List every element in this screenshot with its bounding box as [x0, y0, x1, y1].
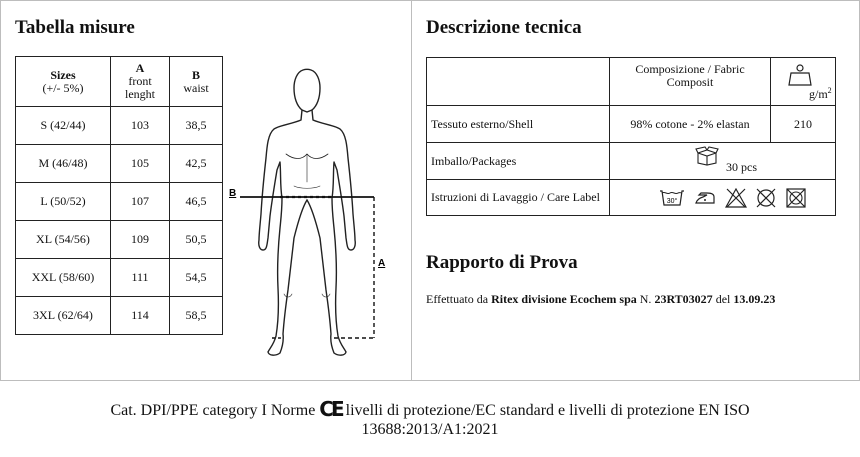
label-b: B — [229, 188, 237, 199]
waist-cell: 50,5 — [170, 221, 223, 259]
tech-header-empty — [427, 58, 610, 106]
size-cell: 3XL (62/64) — [16, 297, 111, 335]
front-length-cell: 114 — [111, 297, 170, 335]
front-length-cell: 103 — [111, 107, 170, 145]
column-divider — [411, 0, 412, 380]
front-length-cell: 107 — [111, 183, 170, 221]
shell-label: Tessuto esterno/Shell — [427, 106, 610, 143]
tech-header-row — [427, 58, 836, 106]
tech-title: Descrizione tecnica — [426, 17, 582, 38]
table-row — [16, 183, 223, 221]
packages-cell — [610, 143, 836, 180]
care-label: Istruzioni di Lavaggio / Care Label — [427, 180, 610, 216]
label-a: A — [378, 258, 386, 269]
table-row — [427, 143, 836, 180]
tech-table — [426, 57, 836, 216]
waist-cell: 38,5 — [170, 107, 223, 145]
packages-value: 30 pcs — [726, 160, 757, 174]
footer-certification: Cat. DPI/PPE category I Norme CE livelli di protezione/EC standard e livelli di protezione EN ISO 13688:2013/A1:2021 — [110, 397, 750, 438]
no-bleach-icon — [725, 188, 747, 208]
table-row — [16, 297, 223, 335]
front-length-cell: 109 — [111, 221, 170, 259]
report-title: Rapporto di Prova — [426, 252, 578, 273]
figure-right-side — [307, 110, 355, 355]
svg-text:30°: 30° — [666, 197, 677, 205]
size-table-header — [16, 57, 223, 107]
waist-cell: 46,5 — [170, 183, 223, 221]
weight-header — [771, 58, 836, 106]
weight-scale-icon — [787, 63, 813, 87]
frame-top-border — [0, 0, 860, 1]
figure-head — [294, 69, 320, 112]
weight-unit: $g/m^2$ — [809, 86, 832, 101]
table-row — [16, 221, 223, 259]
size-cell: XXL (58/60) — [16, 259, 111, 297]
size-cell: XL (54/56) — [16, 221, 111, 259]
size-table — [15, 56, 223, 335]
header-col-a: A front lenght — [111, 57, 170, 107]
table-row — [16, 259, 223, 297]
size-cell: S (42/44) — [16, 107, 111, 145]
front-length-cell: 105 — [111, 145, 170, 183]
package-box-icon — [694, 146, 720, 166]
report-number: 23RT03027 — [654, 292, 713, 306]
shell-weight: 210 — [771, 106, 836, 143]
no-tumble-dry-icon — [785, 187, 807, 209]
waist-cell: 54,5 — [170, 259, 223, 297]
wash-30-icon — [659, 188, 685, 208]
report-line: Effettuato da Ritex divisione Ecochem spa N. 23RT03027 del 13.09.23 — [426, 292, 776, 306]
frame-bottom-border — [0, 380, 860, 381]
packages-label: Imballo/Packages — [427, 143, 610, 180]
report-date: 13.09.23 — [733, 292, 776, 306]
table-row — [427, 106, 836, 143]
frame-left-border — [0, 0, 1, 380]
table-row — [16, 145, 223, 183]
waist-cell: 42,5 — [170, 145, 223, 183]
header-sizes: Sizes (+/- 5%) — [16, 57, 111, 107]
composition-header: Composizione / Fabric Composit — [610, 58, 771, 106]
iron-low-icon — [693, 189, 717, 207]
shell-composition: 98% cotone - 2% elastan — [610, 106, 771, 143]
figure-left-side — [259, 110, 307, 355]
report-lab: Ritex divisione Ecochem spa — [491, 292, 637, 306]
no-dry-clean-icon — [755, 187, 777, 209]
size-cell: M (46/48) — [16, 145, 111, 183]
header-col-b: B waist — [170, 57, 223, 107]
size-chart-title: Tabella misure — [15, 17, 135, 38]
table-row — [427, 180, 836, 216]
front-length-cell: 111 — [111, 259, 170, 297]
waist-cell: 58,5 — [170, 297, 223, 335]
care-icons-cell — [610, 180, 836, 216]
ce-mark-icon: CE — [319, 397, 342, 421]
size-cell: L (50/52) — [16, 183, 111, 221]
body-measurement-figure — [222, 58, 402, 363]
table-row — [16, 107, 223, 145]
